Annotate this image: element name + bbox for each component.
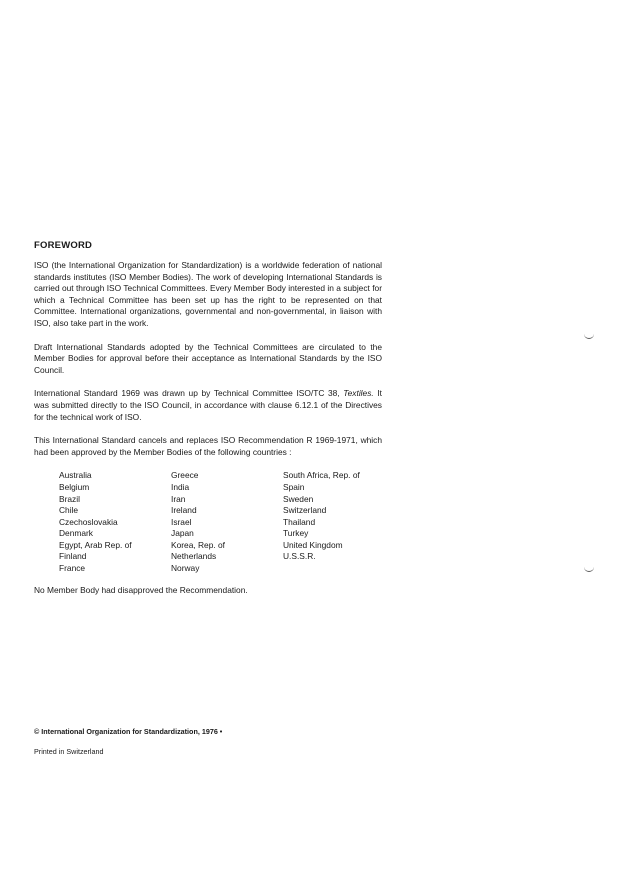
country-item: Brazil	[59, 493, 80, 504]
country-item: Iran	[171, 493, 186, 504]
country-item: Denmark	[59, 528, 93, 539]
country-item: Netherlands	[171, 551, 217, 562]
country-item: U.S.S.R.	[283, 551, 316, 562]
paragraph-3-text-start: International Standard 1969 was drawn up by Technical Committee ISO/TC 38,	[34, 388, 340, 399]
copyright-notice: © International Organization for Standardization, 1976 •	[34, 727, 223, 736]
committee-title-italic: Textiles.	[343, 388, 374, 399]
country-item: Egypt, Arab Rep. of	[59, 539, 132, 550]
countries-column-2	[171, 470, 283, 574]
country-item: Belgium	[59, 481, 90, 492]
country-item: Greece	[171, 470, 199, 481]
printed-in-notice: Printed in Switzerland	[34, 747, 104, 756]
country-item: Finland	[59, 551, 87, 562]
country-item: France	[59, 563, 86, 574]
member-countries-list	[59, 470, 382, 574]
country-item: Korea, Rep. of	[171, 539, 226, 550]
final-statement: No Member Body had disapproved the Recommendation.	[34, 584, 248, 595]
countries-column-3	[283, 470, 395, 574]
country-item: Chile	[59, 505, 79, 516]
country-item: Ireland	[171, 505, 197, 516]
page-edge-mark	[584, 565, 594, 572]
countries-column-1	[59, 470, 171, 574]
foreword-paragraph-2: Draft International Standards adopted by the Technical Committees are circulated to the Member Bodies for approval before their acceptance as International Standards by the ISO Council.	[34, 341, 382, 375]
country-item: Switzerland	[283, 505, 327, 516]
country-item: Spain	[283, 481, 305, 492]
country-item: Australia	[59, 470, 92, 481]
country-item: Turkey	[283, 528, 309, 539]
paragraph-3-text-end: It was submitted directly to the ISO Council, in accordance with clause 6.12.1 of the Directives for the technical work of ISO.	[34, 388, 383, 422]
foreword-heading: FOREWORD	[34, 240, 93, 251]
country-item: Japan	[171, 528, 194, 539]
country-item: Sweden	[283, 493, 314, 504]
foreword-paragraph-1: ISO (the International Organization for Standardization) is a worldwide federation of national standards institutes (ISO Member Bodies). The work of developing International Standards is carried out through ISO Technical Committees. Every Member Body interested in a subject for which a Technical Committee has been set up has the right to be represented on that Committee. International organizations, governmental and non-governmental, in liaison with ISO, also take part in the work.	[34, 260, 382, 328]
country-item: Czechoslovakia	[59, 516, 118, 527]
foreword-paragraph-3	[34, 388, 382, 423]
country-item: South Africa, Rep. of	[283, 470, 360, 481]
country-item: Israel	[171, 516, 192, 527]
foreword-paragraph-4: This International Standard cancels and replaces ISO Recommendation R 1969-1971, which had been approved by the Member Bodies of the following countries :	[34, 435, 382, 457]
page-edge-mark	[584, 332, 594, 339]
country-item: Thailand	[283, 516, 316, 527]
country-item: Norway	[171, 563, 200, 574]
country-item: United Kingdom	[283, 539, 343, 550]
country-item: India	[171, 481, 190, 492]
foreword-section	[34, 240, 382, 596]
